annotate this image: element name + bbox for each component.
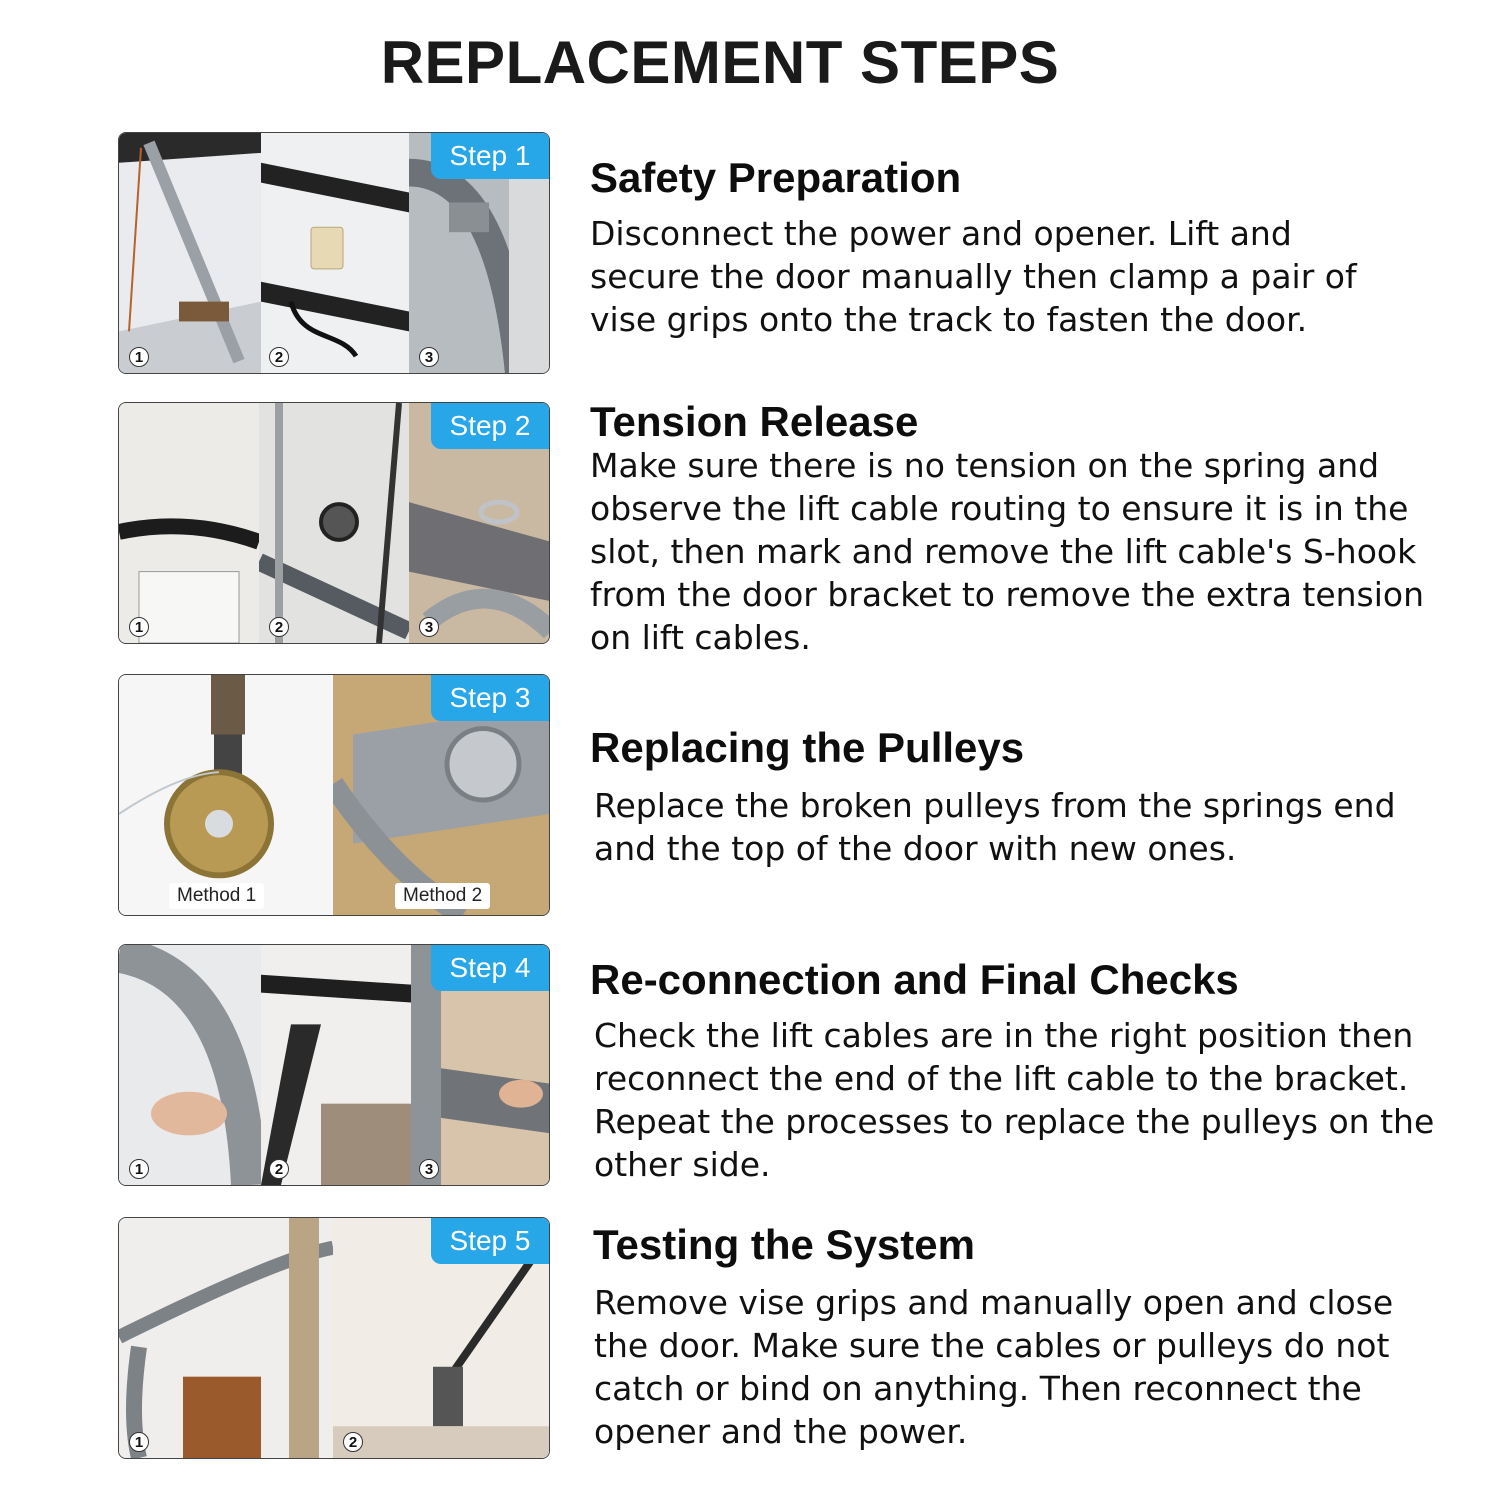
step-3 [0, 674, 1500, 918]
step-5-heading: Testing the System [593, 1221, 975, 1268]
step-2-heading: Tension Release [590, 398, 919, 445]
photo-number-label: 2 [269, 617, 289, 637]
spring-pulley-photo [119, 675, 333, 915]
garage-door-springs-photo [119, 1218, 333, 1458]
track-arc-photo [119, 945, 261, 1185]
spring-tension-photo [119, 403, 259, 643]
method-label: Method 1 [169, 883, 264, 909]
step-4-badge: Step 4 [431, 945, 549, 991]
photo-number-label: 3 [419, 1159, 439, 1179]
photo-number-label: 3 [419, 617, 439, 637]
method-label: Method 2 [395, 883, 490, 909]
step-3-description: Replace the broken pulleys from the springs end and the top of the door with new ones. [594, 786, 1396, 868]
step-3-badge: Step 3 [431, 675, 549, 721]
step-3-heading: Replacing the Pulleys [590, 724, 1025, 771]
ceiling-bracket-photo [261, 945, 411, 1185]
step-4-heading: Re-connection and Final Checks [590, 956, 1239, 1003]
step-5-badge: Step 5 [431, 1218, 549, 1264]
step-5-photo-panel [118, 1217, 550, 1459]
step-1 [0, 132, 1500, 376]
photo-number-label: 3 [419, 347, 439, 367]
step-1-heading: Safety Preparation [590, 154, 962, 201]
step-4-description: Check the lift cables are in the right position then reconnect the end of the lift cable to the bracket. Repeat the processes to replace the pulleys on the other side. [594, 1016, 1435, 1184]
step-4 [0, 944, 1500, 1188]
photo-number-label: 1 [129, 347, 149, 367]
step-2 [0, 398, 1500, 657]
step-4-photo-panel [118, 944, 550, 1186]
photo-number-label: 1 [129, 1159, 149, 1179]
opener-release-cord-photo [119, 133, 261, 373]
step-3-photo-panel [118, 674, 550, 916]
step-5 [0, 1217, 1500, 1461]
step-1-description: Disconnect the power and opener. Lift and secure the door manually then clamp a pair of vise grips onto the track to fasten the door. [590, 214, 1357, 339]
step-5-description: Remove vise grips and manually open and close the door. Make sure the cables or pulleys do not catch or bind on anything. Then reconnect the opener and the power. [594, 1283, 1394, 1451]
step-2-photo-panel [118, 402, 550, 644]
step-1-badge: Step 1 [431, 133, 549, 179]
page-title: REPLACEMENT STEPS [380, 29, 1060, 96]
lift-cable-pulley-photo [259, 403, 409, 643]
power-outlet-photo [261, 133, 409, 373]
photo-number-label: 2 [269, 1159, 289, 1179]
step-1-photo-panel [118, 132, 550, 374]
photo-number-label: 2 [343, 1432, 363, 1452]
step-2-badge: Step 2 [431, 403, 549, 449]
photo-number-label: 1 [129, 1432, 149, 1452]
step-2-description: Make sure there is no tension on the spring and observe the lift cable routing to ensure it is in the slot, then mark and remove the lift cable's S-hook from the door bracket to remove the extra tension on lift cables. [590, 446, 1425, 657]
photo-number-label: 2 [269, 347, 289, 367]
photo-number-label: 1 [129, 617, 149, 637]
